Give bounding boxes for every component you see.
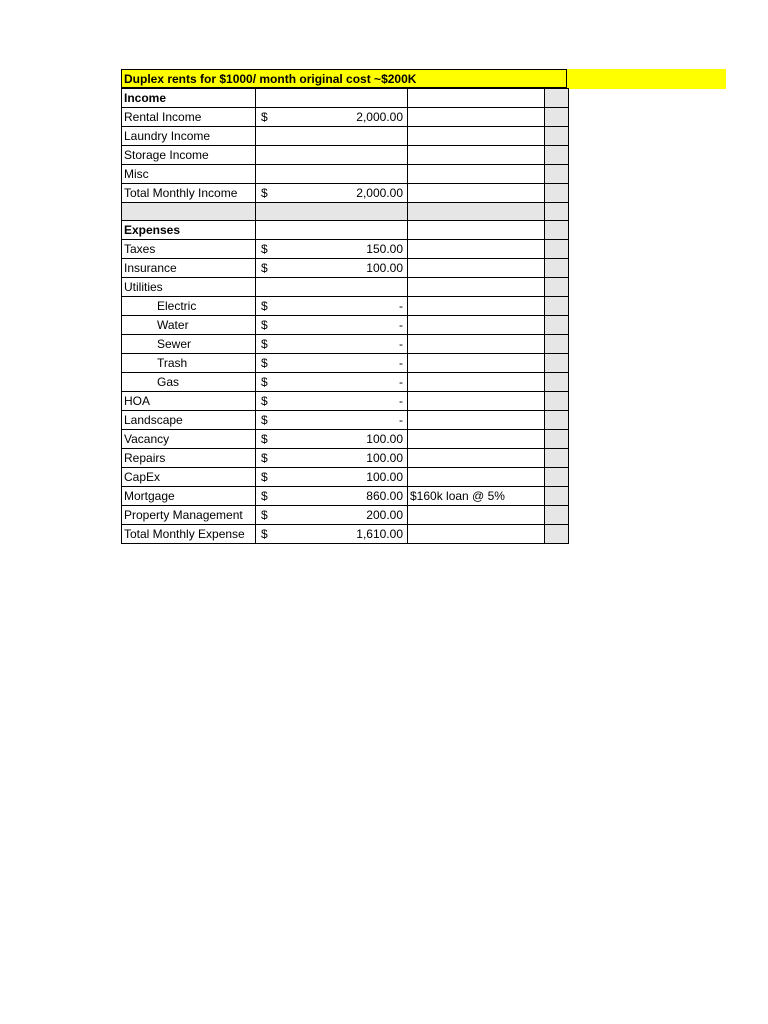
amount-cell[interactable] — [256, 316, 408, 335]
amount-cell[interactable] — [256, 373, 408, 392]
table-row — [122, 373, 569, 392]
empty-gray-cell[interactable] — [545, 487, 569, 506]
table-row — [122, 240, 569, 259]
budget-table — [121, 88, 569, 544]
row-label-cell[interactable]: Water — [122, 316, 256, 335]
table-row — [122, 411, 569, 430]
amount-value: 150.00 — [366, 242, 403, 256]
currency-symbol: $ — [261, 394, 268, 408]
row-label-cell[interactable]: Utilities — [122, 278, 256, 297]
empty-gray-cell[interactable] — [545, 506, 569, 525]
row-label-cell[interactable]: Gas — [122, 373, 256, 392]
empty-gray-cell[interactable] — [545, 184, 569, 203]
row-label-cell[interactable]: Landscape — [122, 411, 256, 430]
table-row — [122, 165, 569, 184]
row-label-cell[interactable]: Total Monthly Income — [122, 184, 256, 203]
amount-cell[interactable] — [256, 127, 408, 146]
table-row — [122, 468, 569, 487]
amount-cell[interactable] — [256, 411, 408, 430]
empty-gray-cell[interactable] — [545, 259, 569, 278]
note-cell[interactable] — [408, 89, 545, 108]
note-cell[interactable] — [408, 240, 545, 259]
empty-gray-cell[interactable] — [545, 89, 569, 108]
row-label-cell[interactable]: Income — [122, 89, 256, 108]
note-cell[interactable] — [408, 316, 545, 335]
empty-gray-cell[interactable] — [545, 278, 569, 297]
note-cell[interactable] — [408, 221, 545, 240]
currency-symbol: $ — [261, 299, 268, 313]
note-cell[interactable] — [408, 392, 545, 411]
amount-cell[interactable] — [256, 335, 408, 354]
currency-symbol: $ — [261, 508, 268, 522]
note-cell[interactable] — [408, 430, 545, 449]
table-row — [122, 297, 569, 316]
row-label-cell[interactable]: Mortgage — [122, 487, 256, 506]
amount-value: 100.00 — [366, 261, 403, 275]
empty-gray-cell[interactable] — [545, 449, 569, 468]
currency-symbol: $ — [261, 375, 268, 389]
row-label-cell[interactable]: Trash — [122, 354, 256, 373]
amount-value: 200.00 — [366, 508, 403, 522]
table-row — [122, 487, 569, 506]
currency-symbol: $ — [261, 451, 268, 465]
row-label-cell[interactable]: Vacancy — [122, 430, 256, 449]
amount-value: 100.00 — [366, 432, 403, 446]
note-cell[interactable] — [408, 203, 545, 221]
amount-value: - — [399, 299, 403, 313]
amount-cell[interactable] — [256, 221, 408, 240]
empty-gray-cell[interactable] — [545, 316, 569, 335]
note-cell[interactable]: $160k loan @ 5% — [408, 487, 545, 506]
row-label-cell[interactable]: Insurance — [122, 259, 256, 278]
table-row — [122, 184, 569, 203]
row-label-cell[interactable]: Electric — [122, 297, 256, 316]
empty-gray-cell[interactable] — [545, 373, 569, 392]
currency-symbol: $ — [261, 356, 268, 370]
table-row — [122, 392, 569, 411]
currency-symbol: $ — [261, 261, 268, 275]
row-label-cell[interactable]: Laundry Income — [122, 127, 256, 146]
note-cell[interactable] — [408, 449, 545, 468]
empty-gray-cell[interactable] — [545, 203, 569, 221]
empty-gray-cell[interactable] — [545, 240, 569, 259]
table-row — [122, 354, 569, 373]
table-row — [122, 259, 569, 278]
currency-symbol: $ — [261, 489, 268, 503]
row-label-cell[interactable]: Expenses — [122, 221, 256, 240]
row-label-cell[interactable]: HOA — [122, 392, 256, 411]
amount-value: - — [399, 375, 403, 389]
amount-cell[interactable] — [256, 430, 408, 449]
budget-table-body — [122, 89, 569, 544]
table-row — [122, 316, 569, 335]
currency-symbol: $ — [261, 432, 268, 446]
note-cell[interactable] — [408, 108, 545, 127]
currency-symbol: $ — [261, 413, 268, 427]
amount-value: - — [399, 318, 403, 332]
empty-gray-cell[interactable] — [545, 354, 569, 373]
amount-cell[interactable] — [256, 89, 408, 108]
currency-symbol: $ — [261, 242, 268, 256]
row-label-cell[interactable]: Misc — [122, 165, 256, 184]
table-row — [122, 89, 569, 108]
empty-gray-cell[interactable] — [545, 468, 569, 487]
table-row — [122, 203, 569, 221]
table-row — [122, 127, 569, 146]
row-label-cell[interactable]: Storage Income — [122, 146, 256, 165]
amount-value: - — [399, 413, 403, 427]
amount-cell[interactable] — [256, 487, 408, 506]
empty-gray-cell[interactable] — [545, 411, 569, 430]
table-row — [122, 506, 569, 525]
row-label-cell[interactable]: Sewer — [122, 335, 256, 354]
amount-cell[interactable] — [256, 184, 408, 203]
note-cell[interactable] — [408, 525, 545, 544]
amount-cell[interactable] — [256, 297, 408, 316]
empty-gray-cell[interactable] — [545, 297, 569, 316]
row-label-cell[interactable]: Repairs — [122, 449, 256, 468]
currency-symbol: $ — [261, 110, 268, 124]
amount-cell[interactable] — [256, 165, 408, 184]
amount-value: - — [399, 394, 403, 408]
empty-gray-cell[interactable] — [545, 392, 569, 411]
row-label-cell[interactable]: CapEx — [122, 468, 256, 487]
note-cell[interactable] — [408, 411, 545, 430]
amount-cell[interactable] — [256, 525, 408, 544]
amount-value: 2,000.00 — [356, 110, 403, 124]
amount-value: - — [399, 337, 403, 351]
note-cell[interactable] — [408, 335, 545, 354]
row-label-cell[interactable]: Taxes — [122, 240, 256, 259]
table-row — [122, 525, 569, 544]
table-row — [122, 335, 569, 354]
amount-cell[interactable] — [256, 354, 408, 373]
note-cell[interactable] — [408, 468, 545, 487]
sheet-title: Duplex rents for $1000/ month original cost ~$200K — [124, 72, 417, 86]
empty-gray-cell[interactable] — [545, 525, 569, 544]
table-row — [122, 449, 569, 468]
note-cell[interactable] — [408, 506, 545, 525]
empty-gray-cell[interactable] — [545, 146, 569, 165]
table-row — [122, 221, 569, 240]
currency-symbol: $ — [261, 470, 268, 484]
amount-value: 2,000.00 — [356, 186, 403, 200]
empty-gray-cell[interactable] — [545, 335, 569, 354]
currency-symbol: $ — [261, 337, 268, 351]
row-label-cell[interactable]: Rental Income — [122, 108, 256, 127]
amount-cell[interactable] — [256, 108, 408, 127]
table-row — [122, 108, 569, 127]
note-cell[interactable] — [408, 278, 545, 297]
amount-cell[interactable] — [256, 240, 408, 259]
empty-gray-cell[interactable] — [545, 165, 569, 184]
amount-cell[interactable] — [256, 506, 408, 525]
amount-cell[interactable] — [256, 392, 408, 411]
amount-value: 100.00 — [366, 470, 403, 484]
row-label-cell[interactable]: Total Monthly Expense — [122, 525, 256, 544]
amount-value: 860.00 — [366, 489, 403, 503]
currency-symbol: $ — [261, 527, 268, 541]
amount-cell[interactable] — [256, 468, 408, 487]
empty-gray-cell[interactable] — [545, 430, 569, 449]
currency-symbol: $ — [261, 186, 268, 200]
empty-gray-cell[interactable] — [545, 221, 569, 240]
currency-symbol: $ — [261, 318, 268, 332]
amount-cell[interactable] — [256, 449, 408, 468]
note-cell[interactable] — [408, 146, 545, 165]
amount-value: 1,610.00 — [356, 527, 403, 541]
row-label-cell[interactable]: Property Management — [122, 506, 256, 525]
empty-gray-cell[interactable] — [545, 127, 569, 146]
row-label-cell[interactable] — [122, 203, 256, 221]
amount-cell[interactable] — [256, 278, 408, 297]
amount-cell[interactable] — [256, 146, 408, 165]
amount-cell[interactable] — [256, 203, 408, 221]
note-cell[interactable] — [408, 127, 545, 146]
amount-value: 100.00 — [366, 451, 403, 465]
table-row — [122, 430, 569, 449]
empty-gray-cell[interactable] — [545, 108, 569, 127]
note-cell[interactable] — [408, 165, 545, 184]
amount-value: - — [399, 356, 403, 370]
note-cell[interactable] — [408, 259, 545, 278]
table-row — [122, 146, 569, 165]
note-cell[interactable] — [408, 373, 545, 392]
table-row — [122, 278, 569, 297]
note-cell[interactable] — [408, 354, 545, 373]
amount-cell[interactable] — [256, 259, 408, 278]
note-cell[interactable] — [408, 184, 545, 203]
note-cell[interactable] — [408, 297, 545, 316]
